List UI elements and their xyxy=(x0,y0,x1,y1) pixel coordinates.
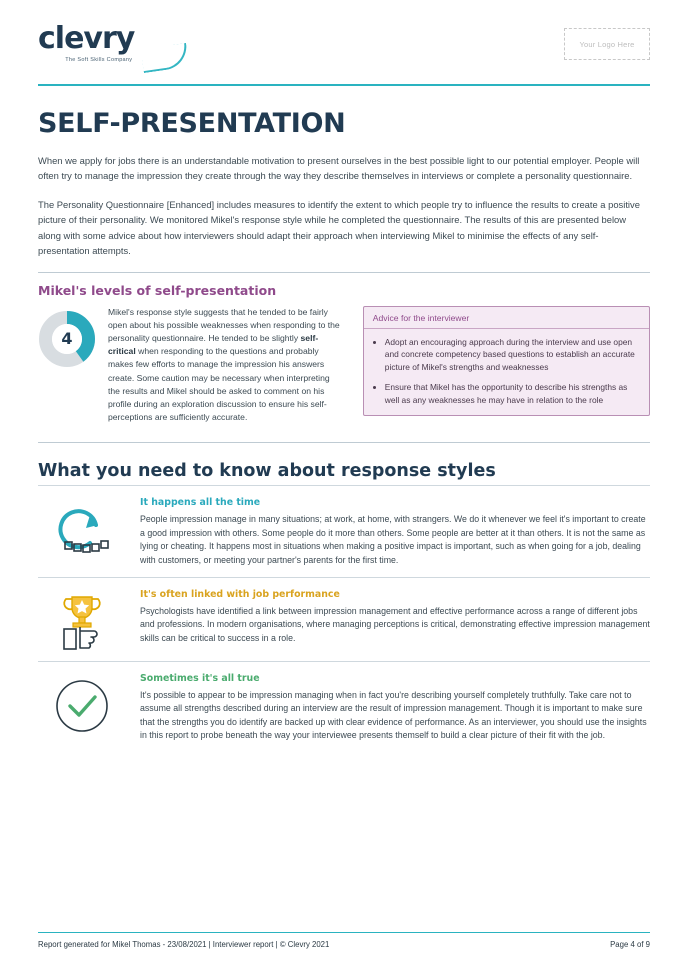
levels-text-part1: Mikel's response style suggests that he tended to be fairly open about his possible weaknesses when responding to the personality questionnaire. He tended to be slightly xyxy=(108,306,340,343)
arrow-cycle-icon xyxy=(38,497,126,561)
logo-tagline: The Soft Skills Company xyxy=(65,57,133,63)
advice-heading: Advice for the interviewer xyxy=(364,307,649,329)
intro-paragraph-1: When we apply for jobs there is an understandable motivation to present ourselves in the best possible light to our potential employer. People will often try to manage the impression they create through the way they describe themselves in interviews or complete a personality questionnaire. xyxy=(38,154,640,181)
response-style-title: Sometimes it's all true xyxy=(140,672,260,684)
logo-wordmark: clevry xyxy=(38,21,135,56)
levels-columns xyxy=(38,306,650,425)
response-style-row xyxy=(38,486,650,577)
footer-rule xyxy=(38,932,650,934)
response-style-body xyxy=(140,589,650,645)
levels-text-emphasis: self-critical xyxy=(108,332,319,357)
advice-list-item: • Ensure that Mikel has the opportunity to describe his strengths as well as any weaknesses he may have in relation to the role xyxy=(385,381,640,407)
response-style-title: It's often linked with job performance xyxy=(140,588,340,600)
page-header xyxy=(38,0,650,74)
response-style-row xyxy=(38,578,650,661)
levels-heading: Mikel's levels of self-presentation xyxy=(38,282,277,298)
score-gauge xyxy=(38,310,96,368)
response-style-text: People impression manage in many situations; at work, at home, with strangers. We do it whenever we feel it's important to create a good impression with others. Some people do it more than others. Some people are better at it than others. It is not the same as lying or cheating. It happens most in situations when making a positive impact is important, such as when going for a job, dealing with customers, or meeting your partner's parents for the first time. xyxy=(140,514,646,565)
advice-box xyxy=(363,306,650,417)
levels-description xyxy=(108,306,341,425)
levels-left-column xyxy=(38,306,341,425)
header-rule xyxy=(38,84,650,86)
footer-left-text: Report generated for Mikel Thomas - 23/08/2021 | Interviewer report | © Clevry 2021 xyxy=(38,940,330,949)
page-title: SELF-PRESENTATION xyxy=(38,107,346,139)
response-style-row xyxy=(38,662,650,753)
advice-body xyxy=(364,329,649,416)
response-style-text: Psychologists have identified a link between impression management and effective performance across a range of different jobs and professions. In modern organisations, where managing perceptions is critical, demonstrating effective impression management skills can be critical to success in a role. xyxy=(140,605,650,643)
response-style-title: It happens all the time xyxy=(140,497,261,509)
logo-swoosh-icon xyxy=(141,43,190,73)
clevry-logo xyxy=(38,21,135,63)
section-divider xyxy=(38,272,650,273)
response-style-body xyxy=(140,673,650,743)
response-style-text: It's possible to appear to be impression managing when in fact you're describing yourself completely truthfully. Take care not to assume all strengths described during an interview are the result of impression management. Though it is important to make sure that the strengths you do identify are backed up with clear evidence of performance. As an interviewer, you should use the insights in this report to probe beneath the way your interviewee presents themself to build a clear picture of their fit with the job. xyxy=(140,689,647,741)
trophy-hand-icon xyxy=(38,589,126,651)
score-value: 4 xyxy=(61,329,73,348)
footer-page-number: Page 4 of 9 xyxy=(610,940,650,949)
response-styles-heading: What you need to know about response styles xyxy=(38,461,496,482)
advice-list-item: • Adopt an encouraging approach during the interview and use open and concrete competency based questions to establish an accurate picture of Mikel's strengths and weaknesses xyxy=(385,336,640,374)
advice-list xyxy=(373,336,640,407)
intro-paragraph-2: The Personality Questionnaire [Enhanced] includes measures to identify the extent to which people try to influence the results to create a positive picture of their personality. We monitored Mikel's response style while he completed the questionnaire. The results of this are presented below along with some advice about how interviewers should adapt their approach when interviewing Mikel to minimise the effects of any self-presentation attempts. xyxy=(38,198,640,256)
page-footer xyxy=(38,932,650,950)
levels-text-part2: when responding to the questions and probably makes few efforts to manage the impression his answers create. Some caution may be necessary when interpreting the results and Mikel should be asked to comment on his profile during an exploration discussion to ensure his self-perceptions are sufficiently accurate. xyxy=(108,346,330,423)
section-divider xyxy=(38,442,650,443)
response-style-body xyxy=(140,497,650,567)
client-logo-placeholder: Your Logo Here xyxy=(564,28,650,60)
check-circle-icon xyxy=(38,673,126,737)
